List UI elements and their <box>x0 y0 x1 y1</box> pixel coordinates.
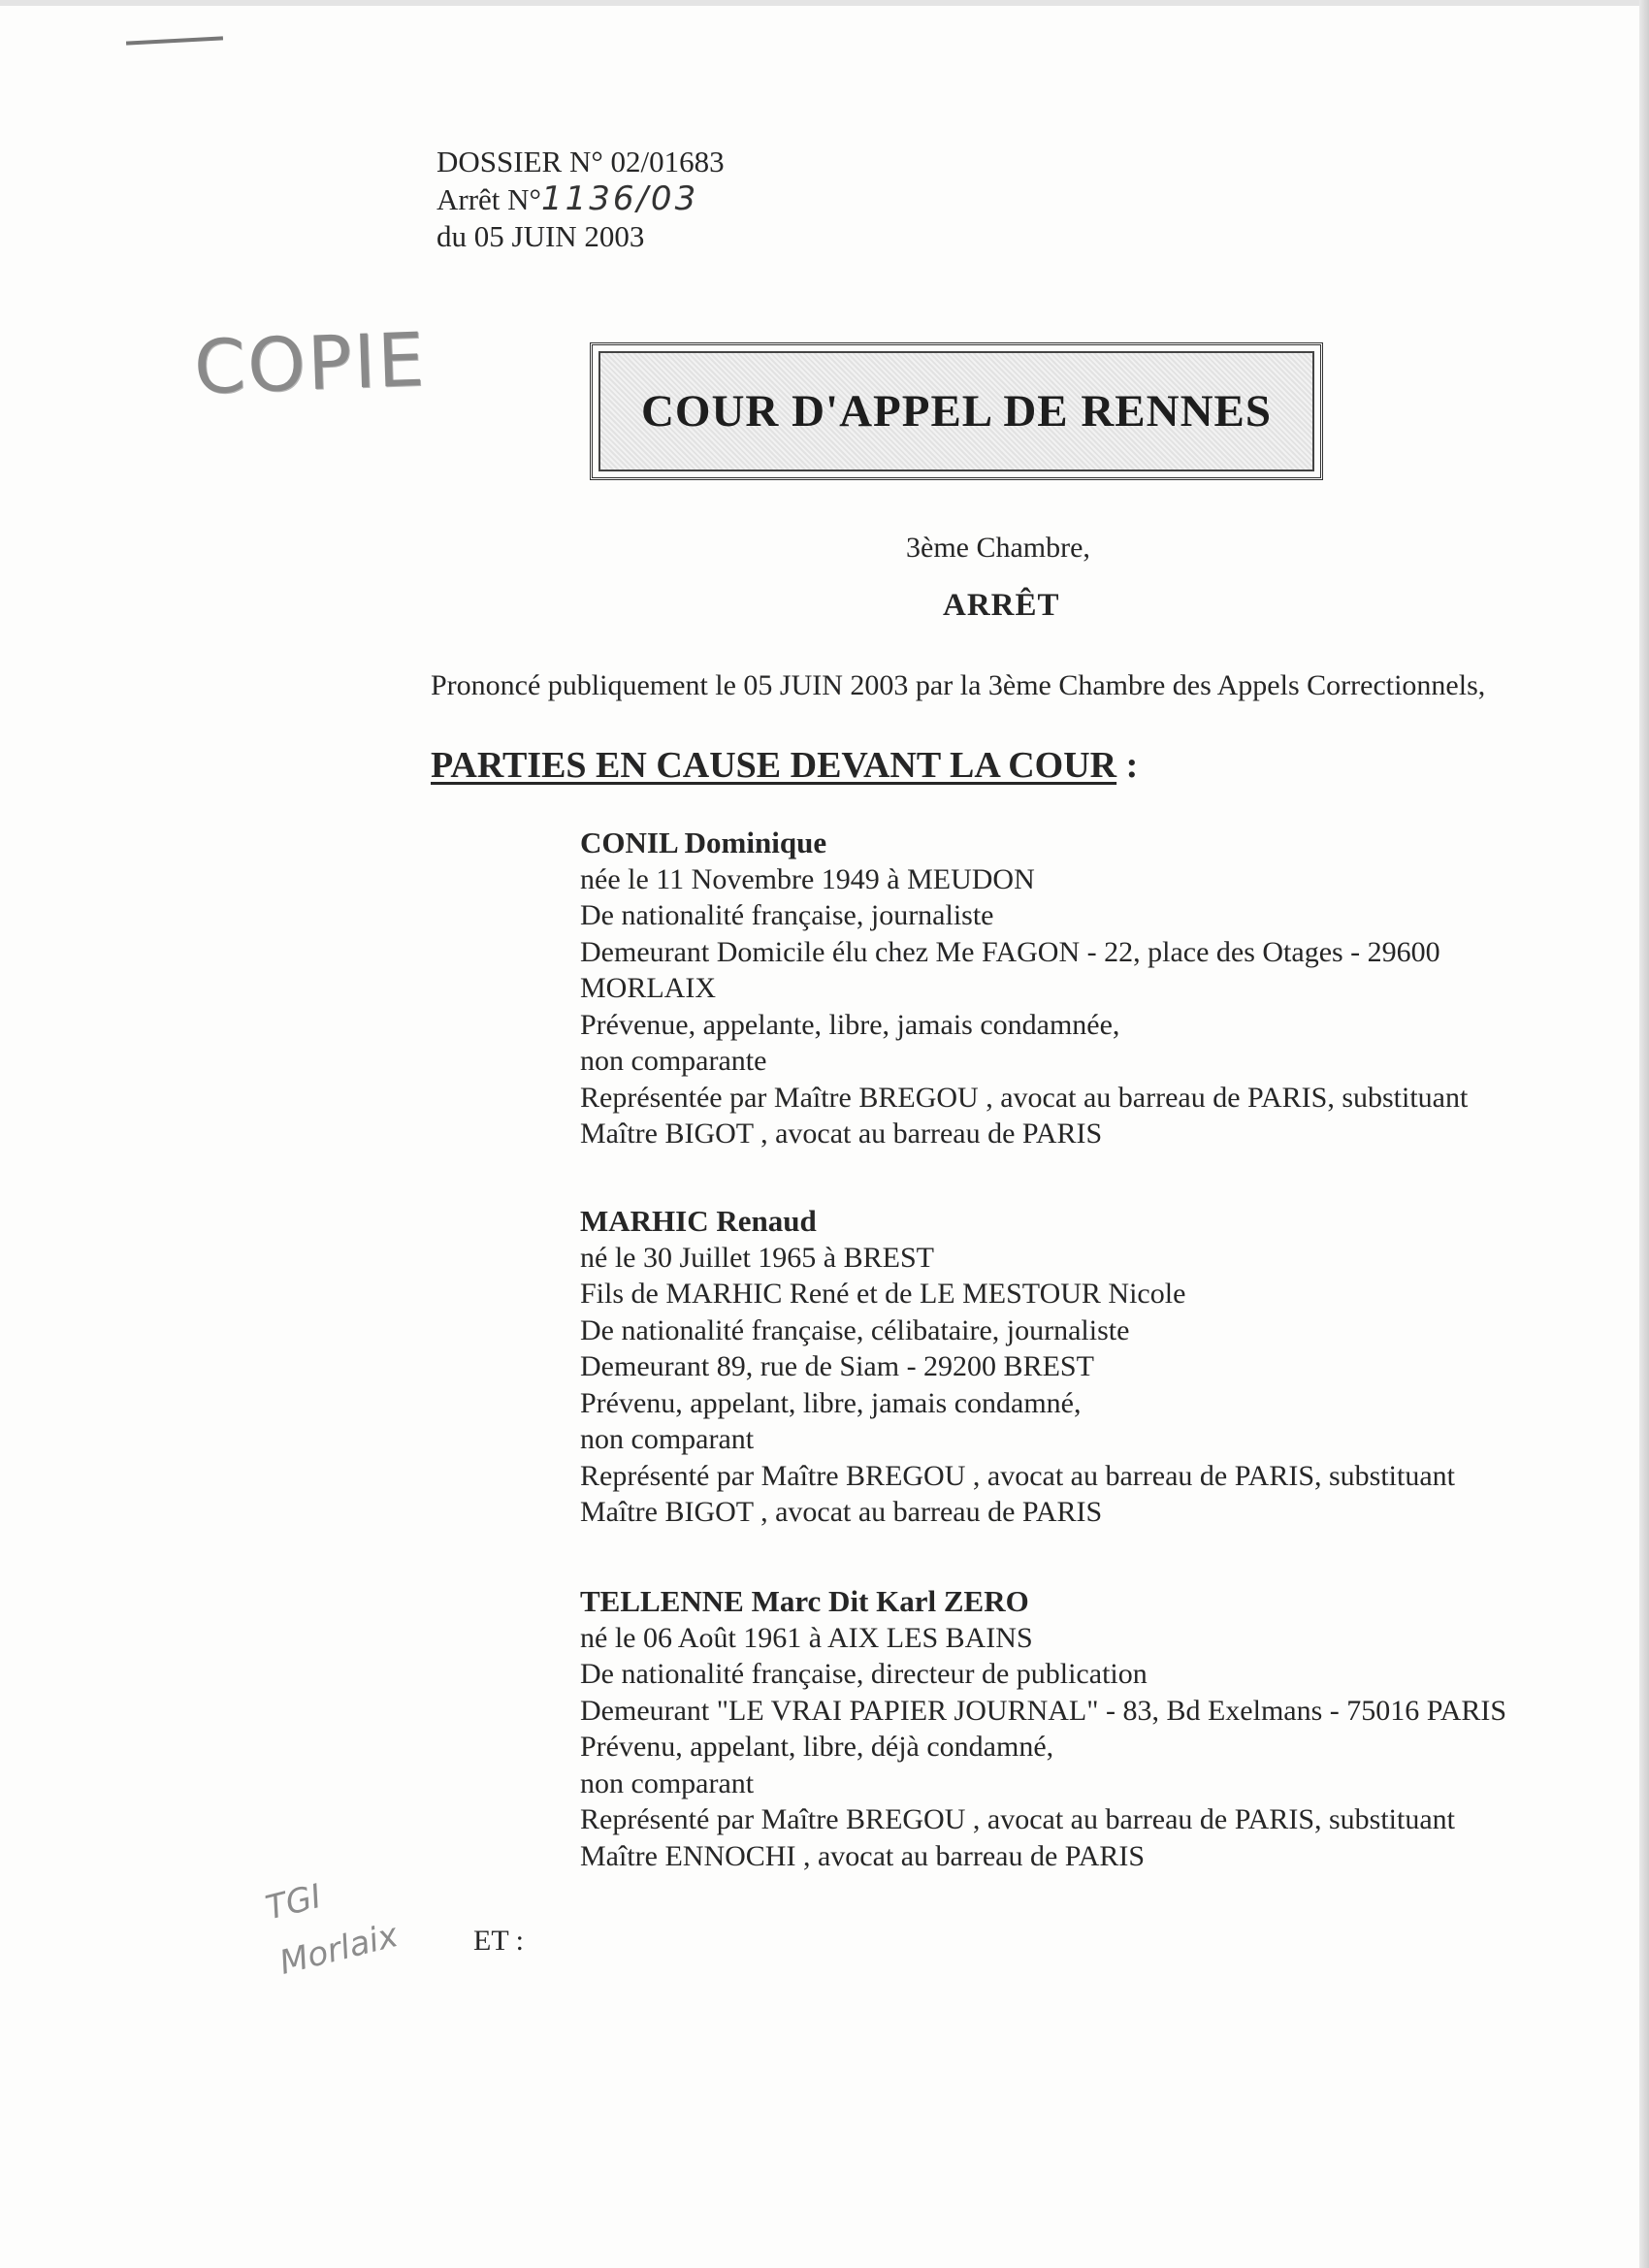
dossier-header <box>436 144 725 255</box>
chambre: 3ème Chambre, <box>906 532 1090 564</box>
margin-note-line: Morlaix <box>275 1916 403 1983</box>
copie-stamp: COPIE <box>192 315 428 411</box>
party-tellenne <box>580 1583 1506 1874</box>
party-line: non comparante <box>580 1045 767 1077</box>
party-line: Maître ENNOCHI , avocat au barreau de PARIS <box>580 1839 1146 1872</box>
party-line: non comparant <box>580 1766 755 1799</box>
arret-number <box>436 180 725 218</box>
parties-heading-suffix: : <box>1116 745 1139 786</box>
party-conil <box>580 825 1468 1152</box>
et-label: ET : <box>473 1925 524 1957</box>
party-line: Demeurant 89, rue de Siam - 29200 BREST <box>580 1350 1094 1382</box>
arret-date: du 05 JUIN 2003 <box>436 219 645 253</box>
parties-heading-text: PARTIES EN CAUSE DEVANT LA COUR <box>431 745 1117 786</box>
margin-note-line: TGI <box>262 1876 326 1928</box>
party-line: Demeurant "LE VRAI PAPIER JOURNAL" - 83, Bd Exelmans - 75016 PARIS <box>580 1694 1507 1727</box>
party-name: TELLENNE Marc Dit Karl ZERO <box>580 1584 1029 1618</box>
party-line: née le 11 Novembre 1949 à MEUDON <box>580 862 1035 895</box>
page-top-edge <box>0 0 1649 6</box>
party-line: Représentée par Maître BREGOU , avocat au barreau de PARIS, substituant <box>580 1081 1469 1114</box>
party-line: Demeurant Domicile élu chez Me FAGON - 22, place des Otages - 29600 <box>580 935 1440 968</box>
party-line: MORLAIX <box>580 972 716 1004</box>
party-line: né le 30 Juillet 1965 à BREST <box>580 1241 934 1274</box>
party-line: Fils de MARHIC René et de LE MESTOUR Nicole <box>580 1278 1186 1310</box>
party-line: Maître BIGOT , avocat au barreau de PARIS <box>580 1118 1103 1150</box>
arret-title: ARRÊT <box>943 588 1060 623</box>
party-line: Prévenu, appelant, libre, jamais condamné, <box>580 1386 1082 1419</box>
party-line: Maître BIGOT , avocat au barreau de PARIS <box>580 1496 1103 1528</box>
court-name: COUR D'APPEL DE RENNES <box>598 351 1314 471</box>
party-name: CONIL Dominique <box>580 826 827 859</box>
party-line: Représenté par Maître BREGOU , avocat au barreau de PARIS, substituant <box>580 1803 1456 1835</box>
prononce-statement: Prononcé publiquement le 05 JUIN 2003 par la 3ème Chambre des Appels Correctionnels, <box>431 669 1486 701</box>
party-line: Prévenu, appelant, libre, déjà condamné, <box>580 1731 1054 1763</box>
arret-number-handwritten: 1136/03 <box>540 179 699 218</box>
party-marhic <box>580 1203 1455 1531</box>
arret-prefix: Arrêt N° <box>436 182 541 216</box>
dossier-number: DOSSIER N° 02/01683 <box>436 145 725 178</box>
handwritten-margin-note <box>260 1853 404 1992</box>
parties-heading <box>431 744 1138 787</box>
party-line: De nationalité française, célibataire, journaliste <box>580 1313 1130 1346</box>
court-title-box <box>590 342 1323 480</box>
scan-mark <box>126 36 223 45</box>
party-line: Représenté par Maître BREGOU , avocat au barreau de PARIS, substituant <box>580 1459 1456 1492</box>
party-line: De nationalité française, journaliste <box>580 899 994 931</box>
page-right-edge <box>1639 0 1649 2268</box>
party-line: De nationalité française, directeur de publication <box>580 1658 1148 1690</box>
party-name: MARHIC Renaud <box>580 1204 817 1238</box>
party-line: né le 06 Août 1961 à AIX LES BAINS <box>580 1621 1033 1654</box>
party-line: non comparant <box>580 1423 755 1455</box>
party-line: Prévenue, appelante, libre, jamais condamnée, <box>580 1008 1120 1041</box>
